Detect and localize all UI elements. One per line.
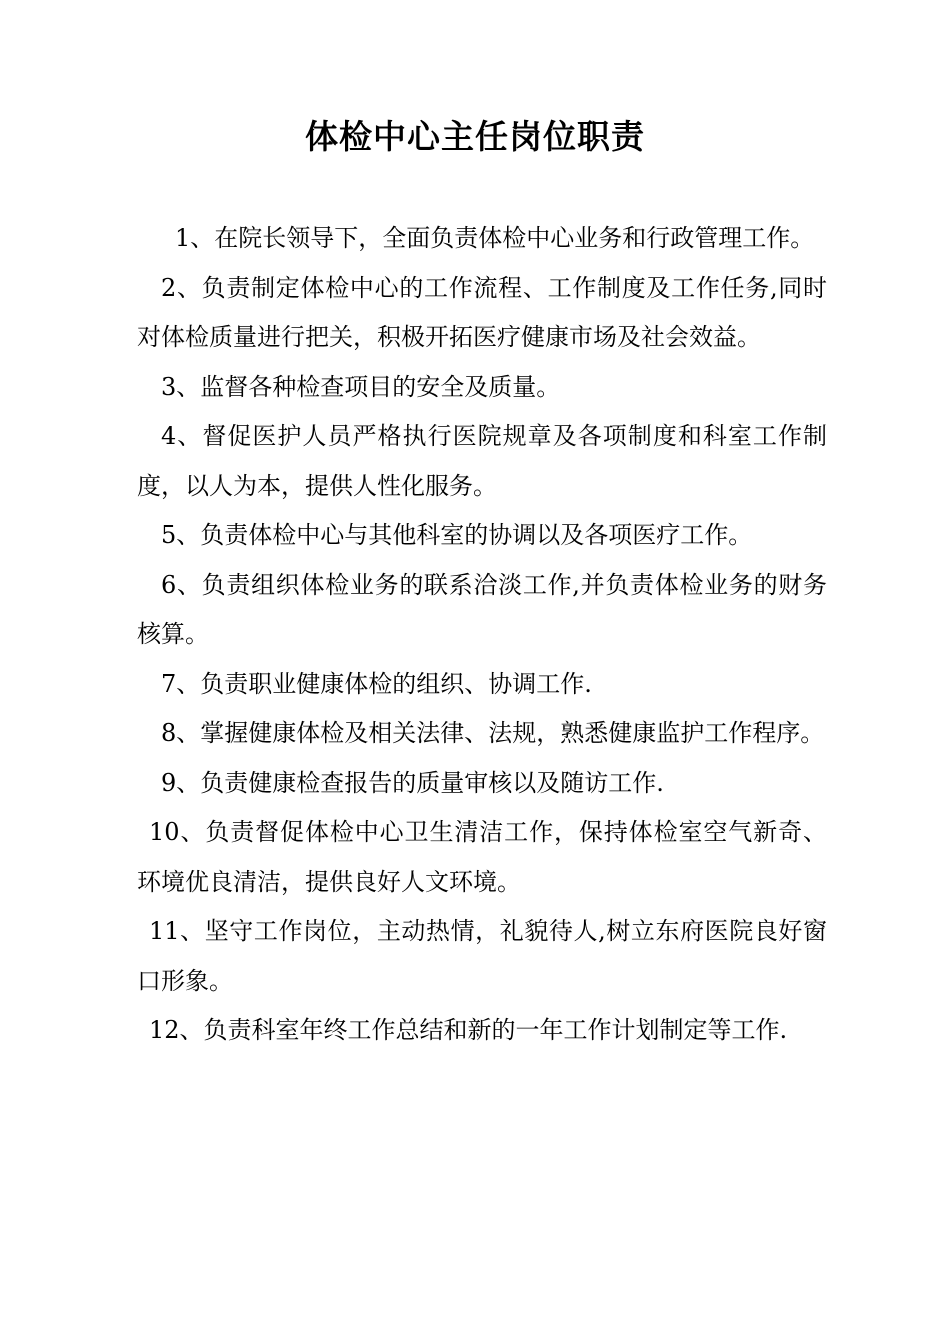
duty-item-9: 9、负责健康检查报告的质量审核以及随访工作. xyxy=(161,768,664,797)
duty-item-3: 3、监督各种检查项目的安全及质量。 xyxy=(161,372,561,401)
document-body xyxy=(137,214,827,1056)
duty-item-7: 7、负责职业健康体检的组织、协调工作. xyxy=(161,669,592,698)
document-title: 体检中心主任岗位职责 xyxy=(305,117,645,156)
duty-item-1: 1、在院长领导下，全面负责体检中心业务和行政管理工作。 xyxy=(175,224,815,252)
duty-item-10: 10、负责督促体检中心卫生清洁工作，保持体检室空气新奇、环境优良清洁，提供良好人文环境。 xyxy=(137,818,827,896)
duty-item-2: 2、负责制定体检中心的工作流程、工作制度及工作任务,同时对体检质量进行把关，积极开拓医疗健康市场及社会效益。 xyxy=(137,273,827,351)
duty-item-8: 8、掌握健康体检及相关法律、法规，熟悉健康监护工作程序。 xyxy=(161,719,825,747)
duty-item-6: 6、负责组织体检业务的联系洽淡工作,并负责体检业务的财务核算。 xyxy=(137,570,827,648)
duty-item-12: 12、负责科室年终工作总结和新的一年工作计划制定等工作. xyxy=(149,1016,788,1044)
duty-item-11: 11、坚守工作岗位，主动热情，礼貌待人,树立东府医院良好窗口形象。 xyxy=(137,917,827,995)
duty-item-4: 4、督促医护人员严格执行医院规章及各项制度和科室工作制度，以人为本，提供人性化服务。 xyxy=(137,422,827,500)
duty-item-5: 5、负责体检中心与其他科室的协调以及各项医疗工作。 xyxy=(161,521,753,549)
